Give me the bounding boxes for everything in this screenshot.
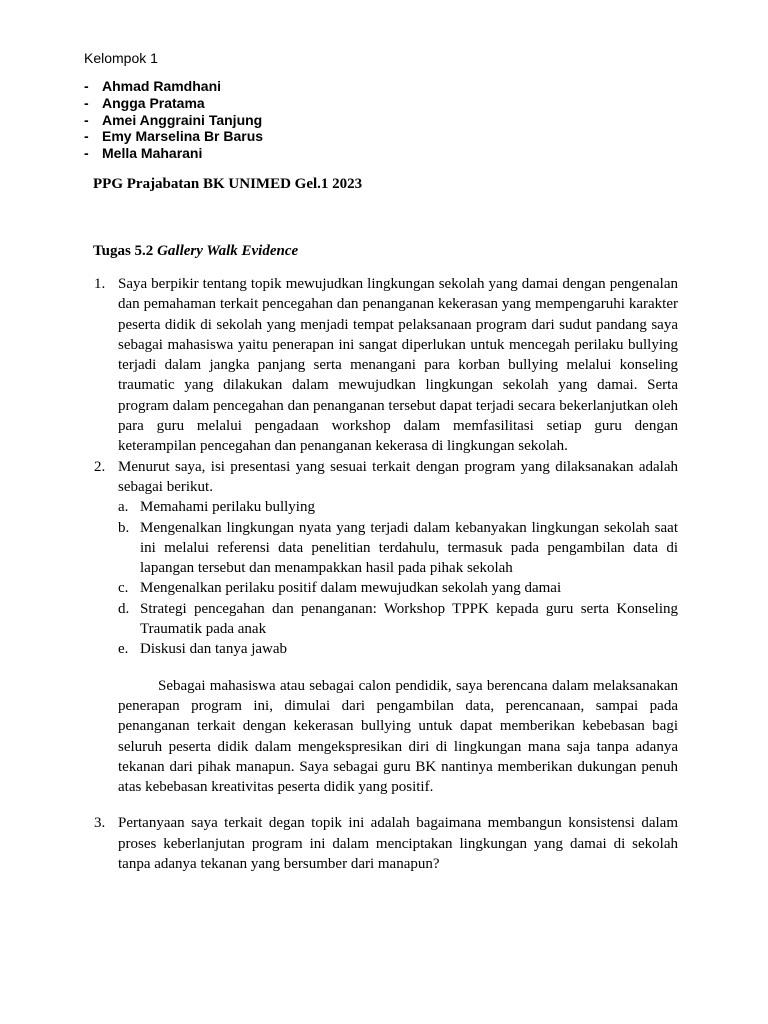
sub-item-letter: c. [118, 580, 129, 597]
plan-paragraph: Sebagai mahasiswa atau sebagai calon pendidik, saya berencana dalam melaksanakan penerapan program ini, dimulai dari pengambilan data, perencanaan, sampai pada penanganan terkait dengan kekerasan bullying untuk dapat memberikan kebebasan bagi seluruh peserta didik dalam mengekspresikan diri di lingkungan mana saja tanpa adanya tekanan dari pihak manapun. Saya sebagai guru BK nantinya memberikan dukungan penuh atas kebebasan kreativitas peserta didik yang positif. [118, 677, 678, 796]
sub-list [118, 497, 678, 659]
member-name: Mella Maharani [102, 145, 203, 162]
answer-item [94, 813, 678, 874]
group-title: Kelompok 1 [84, 50, 158, 66]
member-name: Amei Anggraini Tanjung [102, 111, 263, 128]
member-name: Emy Marselina Br Barus [102, 128, 264, 145]
answer-item [94, 457, 678, 798]
answer-text: Saya berpikir tentang topik mewujudkan lingkungan sekolah yang damai dengan pengenalan dan pemahaman terkait pencegahan dan penanganan kekerasan yang mempengaruhi karakter peserta didik di sekolah yang menjadi tempat pelaksanaan program dari sudut pandang saya sebagai mahasiswa yaitu penerapan ini sangat diperlukan untuk mencegah perilaku bullying terjadi dalam jangka panjang serta menangani para korban bullying melalui konseling traumatic yang dilakukan dalam mewujudkan lingkungan sekolah yang damai. Serta program dalam pencegahan dan penanganan tersebut dapat terjadi secara bekerlanjutkan oleh para guru melalui pengadaan workshop dalam memfasilitasi setiap guru dengan keterampilan pencegahan dan penanganan kekerasa di lingkungan sekolah. [118, 276, 678, 455]
answer-number: 1. [94, 276, 106, 292]
sub-item-letter: b. [118, 519, 130, 536]
answer-text: Pertanyaan saya terkait degan topik ini adalah bagaimana membangun konsistensi dalam proses keberlanjutan program ini dalam menciptakan lingkungan yang damai di sekolah tanpa adanya tekanan yang bersumber dari manapun? [118, 815, 678, 873]
member-item [84, 112, 263, 129]
answer-number: 3. [94, 815, 106, 832]
sub-item [118, 578, 678, 598]
sub-item-text: Mengenalkan perilaku positif dalam mewujudkan sekolah yang damai [140, 580, 562, 597]
task-title: Gallery Walk Evidence [157, 243, 299, 259]
answer-list [94, 274, 678, 874]
sub-item-letter: d. [118, 600, 130, 617]
member-item [84, 128, 263, 145]
member-item [84, 78, 263, 95]
sub-item [118, 599, 678, 640]
member-item [84, 95, 263, 112]
list-dash: - [84, 145, 89, 162]
list-dash: - [84, 94, 89, 111]
member-name: Angga Pratama [102, 94, 205, 111]
member-list [84, 78, 263, 162]
answer-number: 2. [94, 458, 106, 475]
member-item [84, 145, 263, 162]
sub-item-text: Diskusi dan tanya jawab [140, 641, 288, 658]
sub-item-text: Strategi pencegahan dan penanganan: Workshop TPPK kepada guru serta Konseling Traumatik pada anak [140, 600, 678, 638]
task-heading [93, 241, 298, 261]
answer-text: Menurut saya, isi presentasi yang sesuai terkait dengan program yang dilaksanakan adalah sebagai berikut. [118, 458, 678, 495]
sub-item-text: Memahami perilaku bullying [140, 499, 315, 516]
answer-item [94, 274, 678, 457]
sub-item [118, 518, 678, 579]
sub-item [118, 497, 678, 517]
program-title: PPG Prajabatan BK UNIMED Gel.1 2023 [93, 176, 363, 192]
sub-item-text: Mengenalkan lingkungan nyata yang terjadi dalam kebanyakan lingkungan sekolah saat ini melalui referensi data penelitian terdahulu, termasuk pada pengambilan data di lapangan tersebut dan menampakkan hasil pada pihak sekolah [140, 519, 678, 577]
list-dash: - [84, 128, 89, 145]
list-dash: - [84, 111, 89, 128]
task-label: Tugas 5.2 [93, 243, 158, 259]
sub-item-letter: e. [118, 641, 129, 658]
member-name: Ahmad Ramdhani [102, 78, 222, 94]
list-dash: - [84, 78, 89, 94]
sub-item [118, 639, 678, 659]
sub-item-letter: a. [118, 499, 129, 516]
